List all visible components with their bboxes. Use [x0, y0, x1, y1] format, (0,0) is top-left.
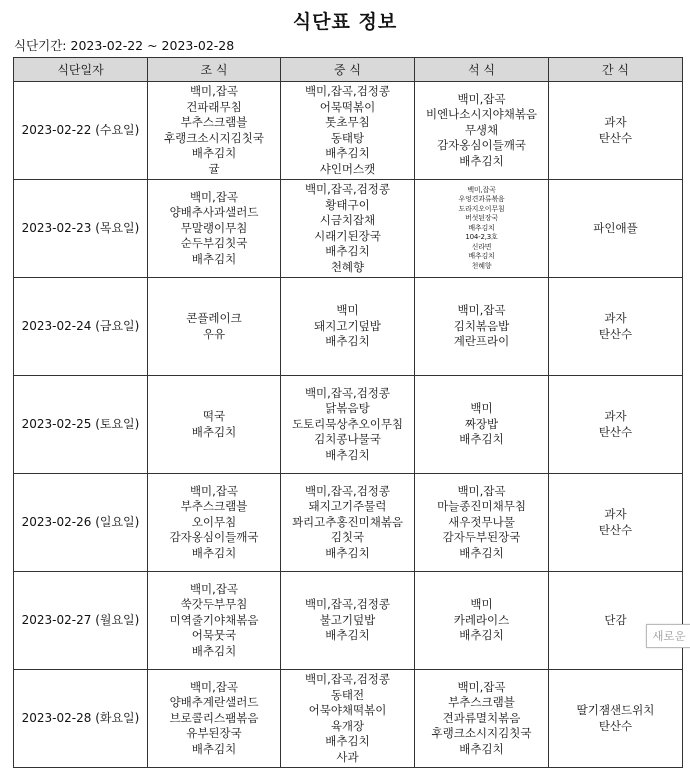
menu-item: 무생채	[464, 122, 499, 137]
meal-period: 식단기간: 2023-02-22 ~ 2023-02-28	[14, 38, 235, 53]
menu-item: 육개장	[330, 718, 365, 733]
menu-item: 과자	[604, 115, 627, 129]
breakfast-cell	[148, 278, 281, 376]
menu-item: 배추김치	[325, 628, 370, 643]
snack-cell	[549, 474, 683, 572]
table-row	[14, 180, 683, 278]
header-breakfast: 조 식	[148, 58, 281, 82]
lunch-cell	[281, 572, 415, 670]
menu-item: 떡국	[202, 409, 226, 423]
menu-item: 백미	[470, 401, 493, 416]
menu-item: 카레라이스	[453, 612, 510, 627]
menu-item: 시래기된장국	[314, 228, 381, 243]
menu-item: 파인애플	[593, 220, 638, 235]
menu-item: 백미,잡곡,검정콩	[304, 597, 391, 612]
menu-item: 쑥갓두부무침	[180, 597, 248, 612]
meal-date: 2023-02-28 (화요일)	[14, 670, 148, 768]
menu-item: 감자옹심이들깨국	[437, 138, 526, 153]
menu-item: 양배추계란샐러드	[169, 695, 259, 710]
lunch-cell	[281, 82, 415, 180]
breakfast-cell	[148, 572, 281, 670]
table-row	[14, 474, 683, 572]
meal-date: 2023-02-27 (월요일)	[14, 572, 148, 670]
menu-item: 신라면	[471, 242, 492, 251]
menu-item: 배추김치	[468, 223, 495, 232]
menu-item: 오이무침	[191, 514, 237, 529]
menu-item: 비엔나소시지야채볶음	[425, 107, 538, 122]
menu-item: 배추김치	[191, 643, 237, 658]
menu-item: 감자두부된장국	[442, 530, 521, 545]
table-header-row	[14, 58, 683, 82]
menu-item: 백미	[470, 597, 493, 612]
menu-item: 황태구이	[325, 197, 370, 212]
snack-cell	[549, 180, 683, 278]
meal-date: 2023-02-26 (일요일)	[14, 474, 148, 572]
snack-cell	[549, 278, 683, 376]
menu-item: 어묵떡볶이	[319, 99, 376, 114]
menu-item: 브로콜리스팸볶음	[169, 710, 259, 725]
table-row	[14, 572, 683, 670]
menu-item: 돼지고기덮밥	[314, 318, 381, 333]
menu-item: 부추스크램블	[180, 499, 248, 514]
breakfast-cell	[148, 474, 281, 572]
menu-item: 도라지오이무침	[458, 204, 505, 213]
menu-item: 백미,잡곡	[189, 483, 239, 498]
menu-item: 과자	[604, 311, 627, 325]
menu-item: 짜장밥	[464, 416, 499, 431]
dinner-cell	[415, 278, 549, 376]
menu-item: 귤	[208, 161, 220, 176]
menu-item: 동태전	[330, 687, 365, 702]
menu-item: 백미,잡곡	[189, 581, 239, 596]
menu-item: 백미,잡곡	[457, 91, 506, 106]
breakfast-cell	[148, 180, 281, 278]
menu-item: 배추김치	[191, 146, 237, 160]
menu-item: 돼지고기주물럭	[308, 499, 387, 514]
lunch-cell	[281, 376, 415, 474]
menu-item: 버섯된장국	[465, 214, 498, 223]
table-row	[14, 278, 683, 376]
menu-item: 배추김치	[325, 334, 370, 349]
header-dinner: 석 식	[415, 58, 549, 82]
menu-item: 과자	[604, 409, 627, 423]
menu-item: 부추스크램블	[448, 695, 515, 710]
menu-item: 배추김치	[191, 251, 237, 266]
menu-item: 백미,잡곡	[467, 185, 496, 194]
menu-item: 배추김치	[459, 628, 504, 643]
menu-item: 배추김치	[191, 424, 237, 439]
menu-item: 단감	[604, 612, 627, 627]
menu-item: 배추김치	[191, 741, 237, 756]
page-title: 식단표 정보	[292, 11, 398, 33]
dinner-cell	[415, 82, 549, 180]
menu-item: 백미,잡곡	[189, 679, 239, 694]
lunch-cell	[281, 278, 415, 376]
menu-item: 부추스크램블	[180, 115, 248, 129]
menu-item: 순두부김칫국	[180, 236, 248, 251]
menu-item: 새우젓무나물	[448, 514, 515, 529]
menu-item: 배추김치	[325, 447, 370, 462]
menu-item: 배추김치	[459, 545, 504, 560]
header-date: 식단일자	[14, 58, 148, 82]
menu-item: 견과류멸치볶음	[442, 710, 521, 725]
menu-item: 탄산수	[598, 424, 633, 439]
breakfast-cell	[148, 82, 281, 180]
menu-item: 우유	[202, 326, 226, 341]
snack-cell	[549, 572, 683, 670]
menu-item: 백미	[336, 303, 359, 318]
menu-item: 백미,잡곡,검정콩	[304, 84, 391, 98]
dinner-cell	[415, 376, 549, 474]
menu-item: 배추김치	[325, 734, 370, 748]
menu-item: 배추김치	[325, 146, 370, 160]
menu-item: 탄산수	[598, 522, 633, 537]
menu-item: 마늘종진미채무침	[437, 499, 526, 514]
header-lunch: 중 식	[281, 58, 415, 82]
menu-item: 천혜향	[471, 261, 492, 270]
menu-item: 백미,잡곡,검정콩	[304, 672, 391, 686]
menu-item: 과자	[604, 507, 627, 521]
menu-item: 어묵야채떡볶이	[308, 703, 387, 717]
menu-item: 백미,잡곡	[457, 679, 506, 694]
menu-item: 배추김치	[191, 545, 237, 560]
menu-item: 감자옹심이들깨국	[169, 530, 259, 545]
new-badge[interactable]: 새로운	[646, 624, 690, 648]
menu-item: 꽈리고추홍진미채볶음	[291, 514, 404, 529]
menu-item: 배추김치	[459, 741, 504, 756]
menu-item: 백미,잡곡	[457, 303, 506, 318]
menu-item: 동태탕	[330, 130, 365, 145]
menu-item: 계란프라이	[453, 334, 510, 349]
menu-item: 무말랭이무침	[180, 220, 248, 235]
menu-item: 건파래무침	[186, 99, 242, 114]
menu-item: 배추김치	[459, 153, 504, 168]
dinner-cell	[415, 670, 549, 768]
menu-item: 도토리묵상추오이무침	[291, 416, 404, 431]
breakfast-cell	[148, 670, 281, 768]
menu-item: 김칫국	[330, 530, 365, 545]
meal-table-body	[14, 82, 683, 768]
dinner-cell	[415, 474, 549, 572]
menu-item: 딸기잼샌드위치	[576, 703, 655, 717]
menu-item: 탄산수	[598, 130, 633, 145]
menu-item: 닭볶음탕	[325, 401, 370, 416]
menu-item: 우엉견과류볶음	[458, 195, 505, 204]
menu-item: 탄산수	[598, 326, 633, 341]
menu-item: 시금치잡채	[319, 213, 376, 227]
snack-cell	[549, 670, 683, 768]
menu-item: 김치콩나물국	[314, 432, 381, 447]
menu-item: 양배추사과샐러드	[169, 205, 259, 220]
meal-table	[13, 57, 683, 768]
menu-item: 배추김치	[325, 545, 370, 560]
meal-date: 2023-02-25 (토요일)	[14, 376, 148, 474]
snack-cell	[549, 82, 683, 180]
menu-item: 백미,잡곡,검정콩	[304, 385, 391, 400]
meal-date: 2023-02-24 (금요일)	[14, 278, 148, 376]
menu-item: 김치볶음밥	[453, 318, 510, 333]
meal-date: 2023-02-22 (수요일)	[14, 82, 148, 180]
menu-item: 백미,잡곡,검정콩	[304, 483, 391, 498]
menu-item: 천혜향	[330, 259, 365, 274]
menu-item: 후랭크소시지김칫국	[164, 130, 264, 145]
dinner-cell	[415, 180, 549, 278]
menu-item: 후랭크소시지김칫국	[431, 726, 532, 741]
menu-item: 사과	[336, 749, 359, 764]
menu-item: 백미,잡곡,검정콩	[304, 182, 391, 196]
menu-item: 배추김치	[459, 432, 504, 447]
menu-item: 콘플레이크	[186, 311, 242, 325]
table-row	[14, 82, 683, 180]
lunch-cell	[281, 474, 415, 572]
menu-item: 불고기덮밥	[319, 612, 376, 627]
menu-item: 배추김치	[468, 252, 495, 261]
menu-item: 104-2,3호	[465, 233, 498, 242]
breakfast-cell	[148, 376, 281, 474]
table-row	[14, 376, 683, 474]
menu-item: 탄산수	[598, 718, 633, 733]
menu-item: 배추김치	[325, 244, 370, 258]
menu-item: 미역줄기야채볶음	[169, 612, 259, 627]
menu-item: 톳초무침	[325, 115, 370, 129]
menu-item: 유부된장국	[186, 726, 242, 741]
menu-item: 백미,잡곡	[189, 84, 239, 98]
meal-date: 2023-02-23 (목요일)	[14, 180, 148, 278]
header-snack: 간 식	[549, 58, 683, 82]
menu-item: 백미,잡곡	[189, 189, 239, 204]
table-row	[14, 670, 683, 768]
snack-cell	[549, 376, 683, 474]
menu-item: 어묵뭇국	[191, 628, 237, 643]
dinner-cell	[415, 572, 549, 670]
menu-item: 백미,잡곡	[457, 483, 506, 498]
menu-item: 샤인머스캣	[319, 161, 376, 176]
lunch-cell	[281, 670, 415, 768]
lunch-cell	[281, 180, 415, 278]
